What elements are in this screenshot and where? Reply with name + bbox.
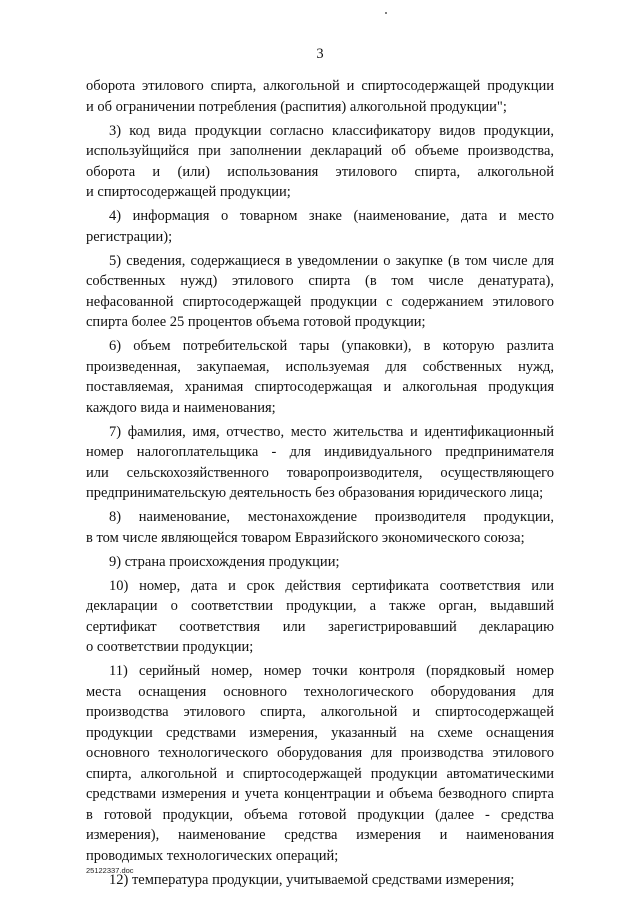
text-line: измерения), наименование средства измерения и наименования (86, 827, 554, 843)
text-line: оборота этилового спирта, алкогольной и спиртосодержащей продукции (86, 78, 554, 94)
text-line: сертификат соответствия или зарегистрировавший декларацию (86, 618, 554, 635)
text-line: основного технологического оборудования для производства этилового (86, 745, 554, 761)
text-line: спирта более 25 процентов объема готовой продукции; (86, 314, 426, 330)
text-line: и спиртосодержащей продукции; (86, 184, 291, 200)
text-line: о соответствии продукции; (86, 639, 254, 655)
document-body (86, 76, 554, 890)
text-line: регистрации); (86, 228, 173, 245)
page-number: 3 (316, 46, 324, 62)
scan-speck (385, 12, 387, 14)
text-line: декларации о соответствии продукции, а также орган, выдавший (86, 598, 554, 614)
list-item-6-line: 6) объем потребительской тары (упаковки), в которую разлита (109, 338, 554, 354)
list-item-10-line: 10) номер, дата и срок действия сертификата соответствия или (109, 577, 554, 594)
text-line: или сельскохозяйственного товаропроизводителя, осуществляющего (86, 464, 554, 481)
text-line: производства этилового спирта, алкогольной и спиртосодержащей (86, 704, 554, 720)
text-line: продукции средствами измерения, указанный на схеме оснащения (86, 724, 554, 741)
list-item-9-line: 9) страна происхождения продукции; (109, 553, 340, 570)
text-line: в том числе являющейся товаром Евразийского экономического союза; (86, 529, 525, 546)
list-item-8-line: 8) наименование, местонахождение производителя продукции, (109, 509, 554, 525)
list-item-3-line: 3) код вида продукции согласно классификатору видов продукции, (109, 122, 554, 139)
list-item-7-line: 7) фамилия, имя, отчество, место жительства и идентификационный (109, 423, 554, 440)
list-item-11-line: 11) серийный номер, номер точки контроля (порядковый номер (109, 663, 554, 679)
text-line: произведенная, закупаемая, используемая для собственных нужд, (86, 358, 554, 375)
footer-filename: 25122337.doc (86, 866, 134, 875)
text-line: средствами измерения и учета концентрации и объема безводного спирта (86, 786, 554, 802)
list-item-5-line: 5) сведения, содержащиеся в уведомлении о закупке (в том числе для (109, 252, 554, 269)
text-line: нефасованной спиртосодержащей продукции с содержанием этилового (86, 293, 554, 310)
text-line: каждого вида и наименования; (86, 399, 276, 416)
text-line: в готовой продукции, объема готовой продукции (далее - средства (86, 806, 554, 823)
text-line: и об ограничении потребления (распития) алкогольной продукции"; (86, 98, 507, 115)
text-line: предпринимательскую деятельность без образования юридического лица; (86, 485, 544, 501)
text-line: поставляемая, хранимая спиртосодержащая и алкогольная продукция (86, 379, 554, 395)
text-line: места оснащения основного технологического оборудования для (86, 683, 554, 700)
text-line: оборота и (или) использования этилового спирта, алкогольной (86, 163, 554, 180)
text-line: собственных нужд) этилового спирта (в том числе денатурата), (86, 273, 554, 289)
list-item-12-line: 12) температура продукции, учитываемой средствами измерения; (109, 871, 515, 888)
text-line: проводимых технологических операций; (86, 847, 339, 864)
text-line: спирта, алкогольной и спиртосодержащей продукции автоматическими (86, 765, 554, 782)
text-line: номер налогоплательщика - для индивидуального предпринимателя (86, 444, 554, 460)
text-line: используйщийся при заполнении деклараций об объеме производства, (86, 143, 554, 159)
list-item-4-line: 4) информация о товарном знаке (наименование, дата и место (109, 208, 554, 224)
